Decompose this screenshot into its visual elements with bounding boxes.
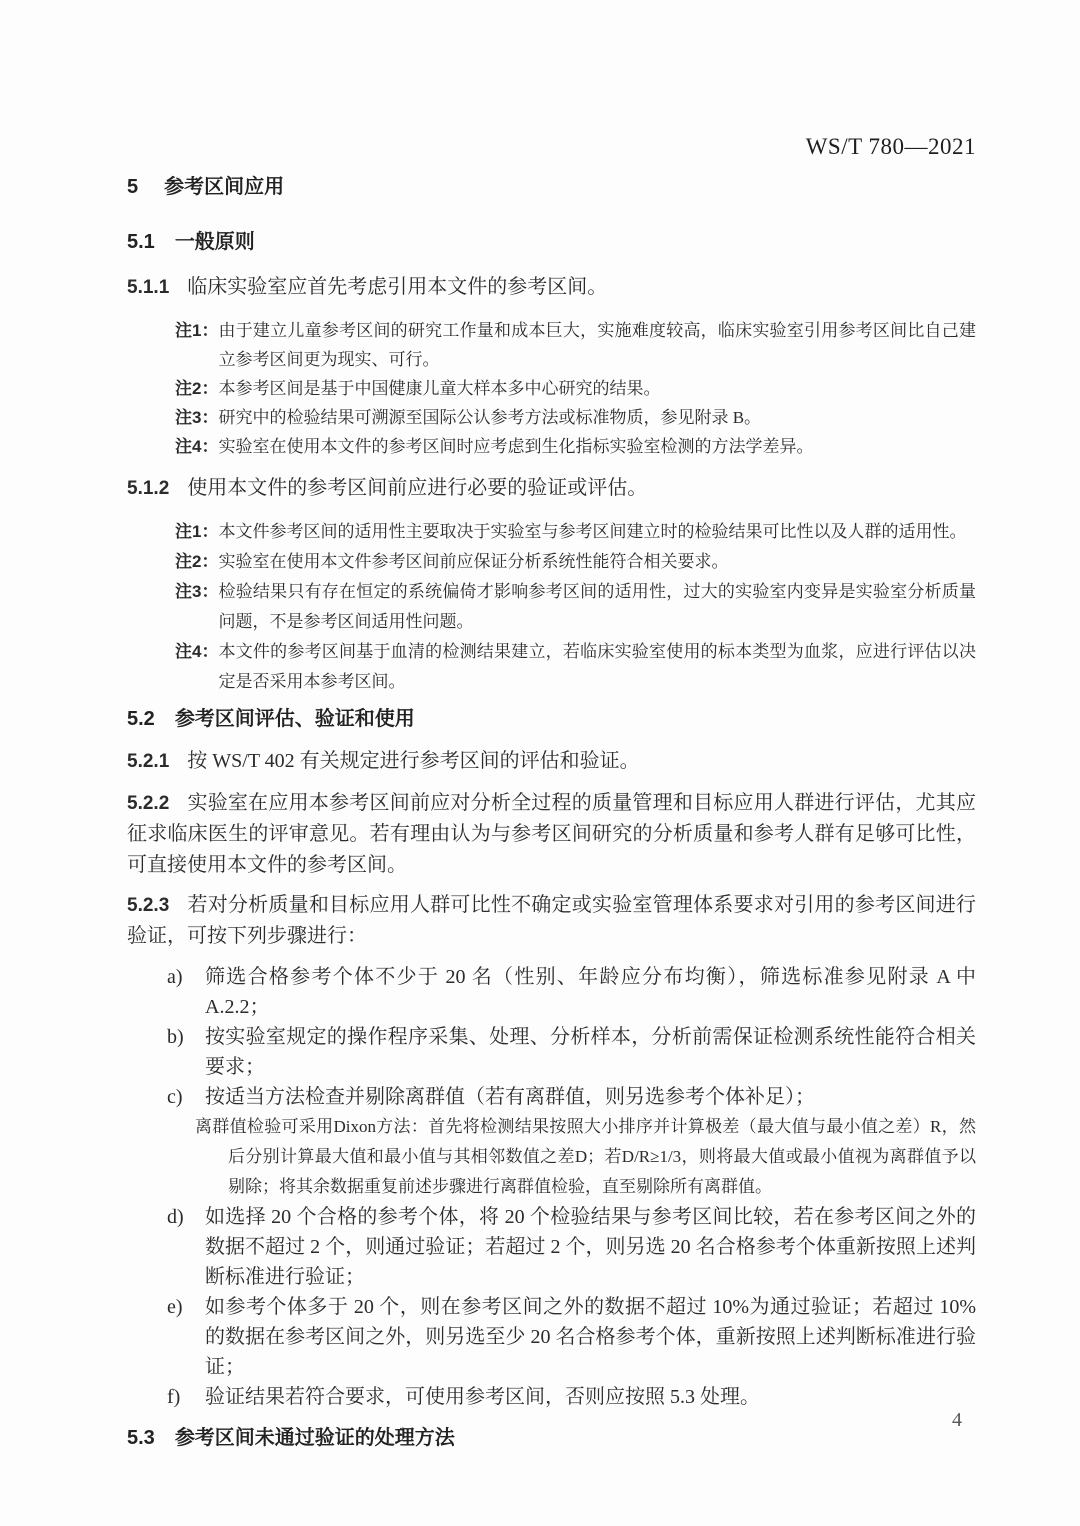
step-label: f) (167, 1386, 181, 1408)
note-text: 由于建立儿童参考区间的研究工作量和成本巨大，实施难度较高，临床实验室引用参考区间比自己建立参考区间更为现实、可行。 (218, 321, 976, 369)
section-title: 参考区间评估、验证和使用 (174, 708, 415, 730)
section-title: 一般原则 (174, 231, 255, 253)
clause-text: 若对分析质量和目标应用人群可比性不确定或实验室管理体系要求对引用的参考区间进行验证，可按下列步骤进行： (127, 894, 976, 947)
section-number: 5.2 (127, 708, 155, 730)
note-item (127, 374, 976, 403)
section-number: 5 (127, 176, 139, 198)
step-item-f (127, 1382, 976, 1412)
note-item (127, 403, 976, 432)
document-code-header: WS/T 780—2021 (805, 134, 976, 159)
step-item-b (127, 1022, 976, 1082)
step-text: 如选择 20 个合格的参考个体，将 20 个检验结果与参考区间比较，若在参考区间之外的数据不超过 2 个，则通过验证；若超过 2 个，则另选 20 名合格参考个体重新按照上述判断标准进行验证； (205, 1206, 976, 1288)
section-title: 参考区间应用 (164, 176, 285, 198)
step-list-5-2-3 (127, 962, 976, 1412)
note-label: 注4： (175, 437, 219, 456)
note-label: 注4： (175, 642, 219, 661)
clause-number: 5.1.1 (127, 277, 170, 298)
note-label: 注3： (175, 408, 219, 427)
note-label: 注1： (175, 321, 219, 340)
section-5-1-heading (127, 227, 976, 258)
note-label: 注2： (175, 552, 219, 571)
note-item (127, 637, 976, 697)
section-number: 5.1 (127, 231, 155, 253)
section-number: 5.3 (127, 1427, 155, 1449)
note-item (127, 577, 976, 637)
step-text: 按实验室规定的操作程序采集、处理、分析样本，分析前需保证检测系统性能符合相关要求； (205, 1026, 976, 1078)
note-text: 本文件的参考区间基于血清的检测结果建立，若临床实验室使用的标本类型为血浆，应进行评估以决定是否采用本参考区间。 (218, 642, 976, 691)
step-label: a) (167, 966, 183, 988)
section-5-2-heading (127, 704, 976, 735)
clause-text: 使用本文件的参考区间前应进行必要的验证或评估。 (187, 477, 648, 499)
step-label: e) (167, 1296, 183, 1318)
note-text: 实验室在使用本文件参考区间前应保证分析系统性能符合相关要求。 (218, 552, 729, 571)
clause-5-2-2 (127, 788, 976, 881)
note-item (127, 547, 976, 577)
note-text: 研究中的检验结果可溯源至国际公认参考方法或标准物质，参见附录 B。 (218, 408, 762, 427)
step-item-c (127, 1082, 976, 1112)
clause-number: 5.2.1 (127, 751, 170, 772)
note-item (127, 316, 976, 374)
note-text: 检验结果只有存在恒定的系统偏倚才影响参考区间的适用性，过大的实验室内变异是实验室分析质量问题，不是参考区间适用性问题。 (218, 582, 976, 631)
section-5-3-heading (127, 1423, 976, 1454)
note-text: 本文件参考区间的适用性主要取决于实验室与参考区间建立时的检验结果可比性以及人群的适用性。 (218, 522, 967, 541)
step-label: c) (167, 1086, 183, 1108)
note-text: 实验室在使用本文件的参考区间时应考虑到生化指标实验室检测的方法学差异。 (218, 437, 814, 456)
clause-number: 5.2.3 (127, 895, 170, 916)
clause-text: 实验室在应用本参考区间前应对分析全过程的质量管理和目标应用人群进行评估，尤其应征求临床医生的评审意见。若有理由认为与参考区间研究的分析质量和参考人群有足够可比性，可直接使用本文件的参考区间。 (127, 792, 976, 876)
clause-5-1-1 (127, 272, 976, 303)
section-title: 参考区间未通过验证的处理方法 (174, 1427, 455, 1449)
step-text: 按适当方法检查并剔除离群值（若有离群值，则另选参考个体补足）； (205, 1086, 815, 1108)
section-5-heading (127, 172, 976, 203)
clause-text: 按 WS/T 402 有关规定进行参考区间的评估和验证。 (187, 750, 640, 772)
step-label: d) (167, 1206, 184, 1228)
step-item-d (127, 1202, 976, 1292)
clause-number: 5.1.2 (127, 478, 170, 499)
clause-5-2-3 (127, 890, 976, 952)
step-item-a (127, 962, 976, 1022)
note-item (127, 432, 976, 461)
notes-5-1-1 (127, 316, 976, 461)
step-label: b) (167, 1026, 184, 1048)
dixon-method-note: 离群值检验可采用Dixon方法：首先将检测结果按照大小排序并计算极差（最大值与最小值之差）R，然后分别计算最大值和最小值与其相邻数值之差D；若D/R≥1/3，则将最大值或最小值视为离群值予以剔除；将其余数据重复前述步骤进行离群值检验，直至剔除所有离群值。 (195, 1117, 976, 1196)
notes-5-1-2 (127, 517, 976, 697)
step-text: 验证结果若符合要求，可使用参考区间，否则应按照 5.3 处理。 (205, 1386, 760, 1408)
clause-5-2-1 (127, 746, 976, 777)
step-text: 筛选合格参考个体不少于 20 名（性别、年龄应分布均衡），筛选标准参见附录 A 中 A.2.2； (205, 966, 976, 1018)
note-text: 本参考区间是基于中国健康儿童大样本多中心研究的结果。 (218, 379, 661, 398)
note-label: 注1： (175, 522, 219, 541)
note-item (127, 517, 976, 547)
clause-text: 临床实验室应首先考虑引用本文件的参考区间。 (187, 276, 608, 298)
note-label: 注3： (175, 582, 219, 601)
clause-5-1-2 (127, 473, 976, 504)
page-number: 4 (952, 1409, 962, 1431)
step-item-e (127, 1292, 976, 1382)
clause-number: 5.2.2 (127, 793, 170, 814)
step-text: 如参考个体多于 20 个，则在参考区间之外的数据不超过 10%为通过验证；若超过 10%的数据在参考区间之外，则另选至少 20 名合格参考个体，重新按照上述判断标准进行验证； (205, 1296, 976, 1378)
page-content (127, 172, 976, 1454)
note-label: 注2： (175, 379, 219, 398)
